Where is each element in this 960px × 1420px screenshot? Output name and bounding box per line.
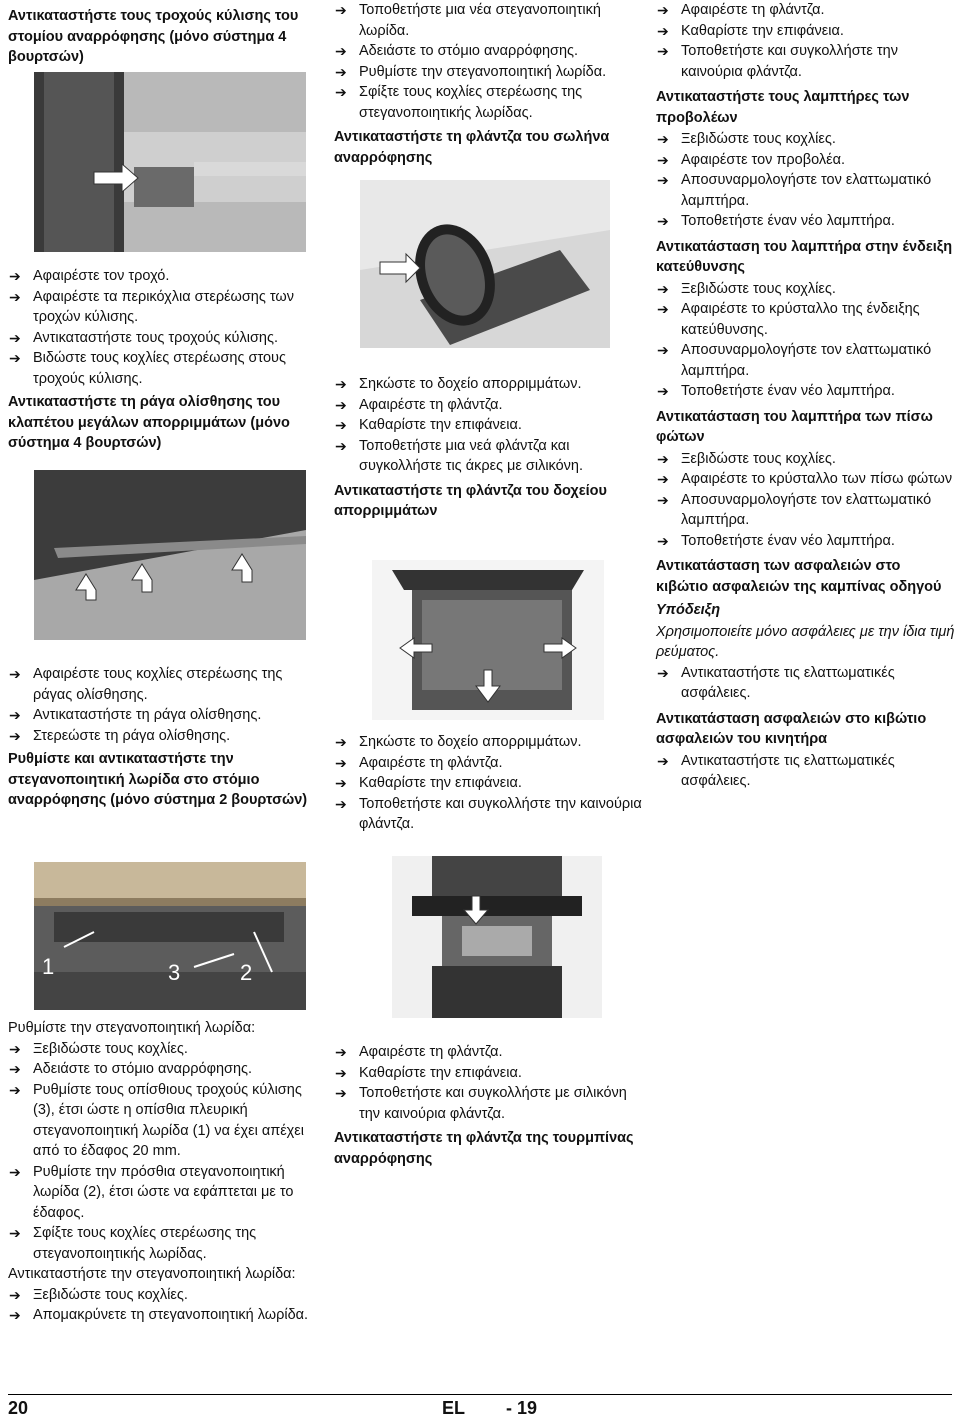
intro-replace-seal: Αντικαταστήστε την στεγανοποιητική λωρίδα: xyxy=(8,1266,296,1282)
photo-wheel xyxy=(34,72,306,252)
arrow-right-icon: ➔ xyxy=(9,350,21,366)
arrow-right-icon: ➔ xyxy=(657,213,669,229)
list-item: ➔ Καθαρίστε την επιφάνεια. xyxy=(334,1063,644,1084)
list-item: ➔ Τοποθετήστε έναν νέο λαμπτήρα. xyxy=(656,531,956,552)
arrow-right-icon: ➔ xyxy=(657,172,669,188)
arrow-right-icon: ➔ xyxy=(657,22,669,39)
arrow-right-icon: ➔ xyxy=(335,754,347,771)
arrow-right-icon: ➔ xyxy=(335,775,347,791)
arrow-right-icon: ➔ xyxy=(335,734,347,750)
col3-section xyxy=(656,0,956,792)
list-item: ➔ Αντικαταστήστε τις ελαττωματικές ασφάλειες. xyxy=(657,752,895,789)
list-item: ➔ Αφαιρέστε το κρύσταλλο της ένδειξης κατεύθυνσης. xyxy=(657,301,920,338)
list-item: ➔ Σηκώστε το δοχείο απορριμμάτων. xyxy=(334,732,644,753)
list-item: ➔ Αποσυναρμολογήστε τον ελαττωματικό λαμπτήρα. xyxy=(657,491,932,528)
arrow-right-icon: ➔ xyxy=(657,491,669,508)
heading-container-flange: Αντικαταστήστε τη φλάντζα του δοχείου απορριμμάτων xyxy=(334,482,607,519)
list-item: ➔ Αφαιρέστε τη φλάντζα. xyxy=(334,753,644,774)
list-item: ➔ Αδειάστε το στόμιο αναρρόφησης. xyxy=(334,41,644,62)
list-item: ➔ Ξεβιδώστε τους κοχλίες. xyxy=(8,1285,318,1306)
list-item: ➔ Ξεβιδώστε τους κοχλίες. xyxy=(656,129,956,150)
arrow-right-icon: ➔ xyxy=(9,1307,21,1323)
arrow-right-icon: ➔ xyxy=(335,43,347,59)
arrow-right-icon: ➔ xyxy=(657,752,669,769)
arrow-right-icon: ➔ xyxy=(657,383,669,399)
arrow-right-icon: ➔ xyxy=(9,1163,21,1180)
list-item: ➔ Βιδώστε τους κοχλίες στερέωσης στους τροχούς κύλισης. xyxy=(9,350,286,387)
sub-page-number: - 19 xyxy=(506,1398,538,1418)
list-item: ➔ Αντικαταστήστε τους τροχούς κύλισης. xyxy=(8,328,318,349)
arrow-right-icon: ➔ xyxy=(335,2,347,18)
list-item: ➔ Τοποθετήστε έναν νέο λαμπτήρα. xyxy=(656,381,956,402)
photo-container-flange xyxy=(372,560,604,720)
arrow-right-icon: ➔ xyxy=(657,301,669,317)
list-item: ➔ Σηκώστε το δοχείο απορριμμάτων. xyxy=(334,374,644,395)
list-item: ➔ Απομακρύνετε τη στεγανοποιητική λωρίδα. xyxy=(8,1305,318,1326)
list-item: ➔ Ρυθμίστε την πρόσθια στεγανοποιητική λωρίδα (2), έτσι ώστε να εφάπτεται με το έδαφος. xyxy=(9,1163,294,1221)
arrow-right-icon: ➔ xyxy=(335,63,347,80)
heading-turbine-flange: Αντικαταστήστε τη φλάντζα της τουρμπίνας αναρρόφησης xyxy=(334,1130,634,1167)
list-item: ➔ Τοποθετήστε μια νεά φλάντζα και συγκολλήστε τις άκρες με σιλικόνη. xyxy=(335,437,584,474)
arrow-right-icon: ➔ xyxy=(657,151,669,168)
list-item: ➔ Αντικαταστήστε τη ράγα ολίσθησης. xyxy=(8,705,318,726)
heading-rear-light-bulb: Αντικατάσταση του λαμπτήρα των πίσω φώτων xyxy=(656,408,933,445)
list-item: ➔ Καθαρίστε την επιφάνεια. xyxy=(656,21,956,42)
language-code: EL xyxy=(442,1398,466,1418)
list-item: ➔ Αδειάστε το στόμιο αναρρόφησης. xyxy=(8,1059,318,1080)
list-item: ➔ Τοποθετήστε και συγκολλήστε με σιλικόνη την καινούρια φλάντζα. xyxy=(335,1085,627,1122)
arrow-right-icon: ➔ xyxy=(9,666,21,682)
col2-list-suction xyxy=(334,374,644,523)
footer-rule xyxy=(8,1394,952,1395)
list-item: ➔ Αφαιρέστε τον τροχό. xyxy=(8,266,318,287)
list-item: ➔ Αντικαταστήστε τις ελαττωματικές ασφάλειες. xyxy=(657,664,895,701)
arrow-right-icon: ➔ xyxy=(335,1044,347,1060)
intro-adjust-seal: Ρυθμίστε την στεγανοποιητική λωρίδα: xyxy=(8,1020,256,1036)
arrow-right-icon: ➔ xyxy=(335,795,347,812)
arrow-right-icon: ➔ xyxy=(335,437,347,454)
arrow-right-icon: ➔ xyxy=(335,1085,347,1101)
arrow-right-icon: ➔ xyxy=(9,268,21,284)
list-item: ➔ Αφαιρέστε το κρύσταλλο των πίσω φώτων xyxy=(656,469,956,490)
arrow-right-icon: ➔ xyxy=(657,342,669,358)
heading-replace-wheels: Αντικαταστήστε τους τροχούς κύλισης του στομίου αναρρόφησης (μόνο σύστημα 4 βουρτσών) xyxy=(8,8,299,65)
col1-section-wheels xyxy=(8,6,318,69)
arrow-right-icon: ➔ xyxy=(657,280,669,297)
arrow-right-icon: ➔ xyxy=(657,532,669,549)
list-item: ➔ Αφαιρέστε τους κοχλίες στερέωσης της ράγας ολίσθησης. xyxy=(9,666,283,703)
arrow-right-icon: ➔ xyxy=(657,664,669,681)
list-item: ➔ Στερεώστε τη ράγα ολίσθησης. xyxy=(8,726,318,747)
heading-indicator-bulb: Αντικατάσταση του λαμπτήρα στην ένδειξη κατεύθυνσης xyxy=(656,238,953,275)
list-item: ➔ Σφίξτε τους κοχλίες στερέωσης της στεγανοποιητικής λωρίδας. xyxy=(9,1225,257,1262)
callout-2: 2 xyxy=(240,960,253,985)
arrow-right-icon: ➔ xyxy=(657,2,669,18)
heading-cab-fuses: Αντικατάσταση των ασφαλειών στο κιβώτιο ασφαλειών της καμπίνας οδηγού xyxy=(656,558,942,595)
col1-list-slide-rail xyxy=(8,664,318,812)
list-item: ➔ Ξεβιδώστε τους κοχλίες. xyxy=(656,449,956,470)
list-item: ➔ Αποσυναρμολογήστε τον ελαττωματικό λαμπτήρα. xyxy=(657,172,932,209)
list-item: ➔ Ξεβιδώστε τους κοχλίες. xyxy=(8,1039,318,1060)
arrow-right-icon: ➔ xyxy=(9,1061,21,1077)
list-item: ➔ Αφαιρέστε τον προβολέα. xyxy=(656,150,956,171)
list-item: ➔ Τοποθετήστε και συγκολλήστε την καινούρια φλάντζα. xyxy=(657,43,898,80)
list-item: ➔ Αποσυναρμολογήστε τον ελαττωματικό λαμπτήρα. xyxy=(657,342,932,379)
arrow-right-icon: ➔ xyxy=(9,329,21,346)
photo-slide-rail xyxy=(34,470,306,640)
list-item: ➔ Αφαιρέστε τη φλάντζα. xyxy=(334,395,644,416)
list-item: ➔ Ρυθμίστε την στεγανοποιητική λωρίδα. xyxy=(334,62,644,83)
col1-list-wheels xyxy=(8,266,318,455)
col2-section-top xyxy=(334,0,644,169)
arrow-right-icon: ➔ xyxy=(657,471,669,487)
list-item: ➔ Αφαιρέστε τη φλάντζα. xyxy=(656,0,956,21)
arrow-right-icon: ➔ xyxy=(335,376,347,392)
photo-seal-strip xyxy=(34,862,306,1010)
list-item: ➔ Ρυθμίστε τους οπίσθιους τροχούς κύλισης (3), έτσι ώστε η οπίσθια πλευρική στεγανοποιητική λωρίδα (1) να έχει απέχει από το έδαφος 20 mm. xyxy=(9,1081,304,1159)
note-title: Υπόδειξη xyxy=(656,602,721,618)
photo-suction-hose xyxy=(360,180,610,348)
heading-seal-strip: Ρυθμίστε και αντικαταστήστε την στεγανοποιητική λωρίδα στο στόμιο αναρρόφησης (μόνο σύστημα 2 βουρτσών) xyxy=(8,751,308,808)
page-number: 20 xyxy=(8,1398,29,1418)
arrow-right-icon: ➔ xyxy=(657,131,669,147)
col1-list-seal xyxy=(8,1018,318,1326)
col2-list-turbine xyxy=(334,1042,644,1170)
callout-1: 1 xyxy=(42,954,55,979)
list-item: ➔ Καθαρίστε την επιφάνεια. xyxy=(334,415,644,436)
note-text: Χρησιμοποιείτε μόνο ασφάλειες με την ίδια τιμή ρεύματος. xyxy=(656,623,955,660)
arrow-right-icon: ➔ xyxy=(657,450,669,467)
list-item: ➔ Καθαρίστε την επιφάνεια. xyxy=(334,773,644,794)
heading-headlight-bulbs: Αντικαταστήστε τους λαμπτήρες των προβολέων xyxy=(656,89,910,126)
arrow-right-icon: ➔ xyxy=(9,707,21,723)
heading-engine-fuses: Αντικατάσταση ασφαλειών στο κιβώτιο ασφαλειών του κινητήρα xyxy=(656,710,927,747)
arrow-right-icon: ➔ xyxy=(9,1286,21,1303)
list-item: ➔ Τοποθετήστε μια νέα στεγανοποιητική λωρίδα. xyxy=(335,2,601,39)
photo-turbine-flange xyxy=(392,856,602,1018)
list-item: ➔ Αφαιρέστε τη φλάντζα. xyxy=(334,1042,644,1063)
arrow-right-icon: ➔ xyxy=(657,43,669,59)
arrow-right-icon: ➔ xyxy=(9,1040,21,1057)
arrow-right-icon: ➔ xyxy=(335,396,347,413)
heading-replace-slide-rail: Αντικαταστήστε τη ράγα ολίσθησης του κλαπέτου μεγάλων απορριμμάτων (μόνο σύστημα 4 βουρτσών) xyxy=(8,394,290,451)
callout-3: 3 xyxy=(168,960,181,985)
list-item: ➔ Σφίξτε τους κοχλίες στερέωσης της στεγανοποιητικής λωρίδας. xyxy=(335,84,583,121)
col2-list-container xyxy=(334,732,644,835)
arrow-right-icon: ➔ xyxy=(9,1225,21,1241)
heading-suction-hose-flange: Αντικαταστήστε τη φλάντζα του σωλήνα αναρρόφησης xyxy=(334,129,610,166)
list-item: ➔ Τοποθετήστε και συγκολλήστε την καινούρια φλάντζα. xyxy=(335,795,642,832)
list-item: ➔ Τοποθετήστε έναν νέο λαμπτήρα. xyxy=(656,211,956,232)
arrow-right-icon: ➔ xyxy=(335,1064,347,1081)
list-item: ➔ Ξεβιδώστε τους κοχλίες. xyxy=(656,279,956,300)
list-item: ➔ Αφαιρέστε τα περικόχλια στερέωσης των τροχών κύλισης. xyxy=(9,288,294,325)
arrow-right-icon: ➔ xyxy=(9,727,21,744)
arrow-right-icon: ➔ xyxy=(9,1081,21,1098)
arrow-right-icon: ➔ xyxy=(335,84,347,100)
arrow-right-icon: ➔ xyxy=(9,288,21,305)
arrow-right-icon: ➔ xyxy=(335,417,347,433)
